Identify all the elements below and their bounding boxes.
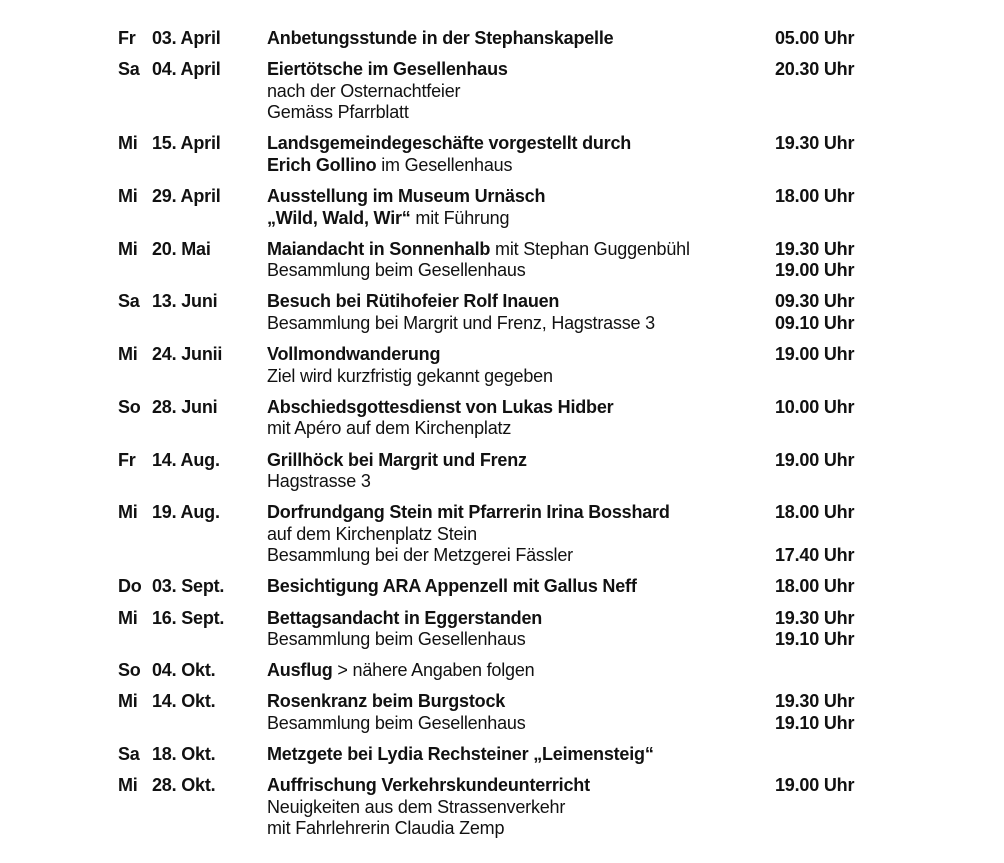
event-text-bold: Vollmondwanderung <box>267 344 441 365</box>
event-line <box>267 260 974 282</box>
event-line <box>267 608 974 630</box>
event-text-bold: Metzgete bei Lydia Rechsteiner „Leimensteig“ <box>267 744 654 765</box>
event-date <box>118 133 267 155</box>
event-description <box>267 576 775 598</box>
event-description <box>267 545 775 567</box>
event-line <box>267 291 974 313</box>
event-description <box>267 155 775 177</box>
event-weekday: Fr <box>118 449 136 470</box>
event-details <box>267 133 974 176</box>
event-description <box>267 797 775 819</box>
event-line <box>267 133 974 155</box>
event-details <box>267 608 974 651</box>
event-text: mit Führung <box>410 207 510 228</box>
event-description <box>267 691 775 713</box>
event-weekday: Do <box>118 576 142 597</box>
event-line <box>267 28 974 50</box>
event-line <box>267 418 974 440</box>
event-text-bold: Ausstellung im Museum Urnäsch <box>267 186 546 207</box>
event-date <box>118 660 267 682</box>
event-date <box>118 502 267 524</box>
event-line <box>267 208 974 230</box>
event-day: 29. April <box>152 186 221 207</box>
event-day: 14. Aug. <box>152 449 220 470</box>
event-line <box>267 524 974 546</box>
event-description <box>267 291 775 313</box>
event-details <box>267 691 974 734</box>
event-time: 19.30 Uhr <box>775 691 855 712</box>
event-weekday: Fr <box>118 28 136 48</box>
event-description <box>267 608 775 630</box>
event-line <box>267 450 974 472</box>
event-time: 19.30 Uhr <box>775 607 855 628</box>
event-time: 19.30 Uhr <box>775 238 855 259</box>
event-text-bold: Maiandacht in Sonnenhalb <box>267 238 491 259</box>
event-line <box>267 744 974 766</box>
event-weekday: Mi <box>118 691 138 712</box>
event-date <box>118 239 267 261</box>
event-row <box>118 397 974 440</box>
event-line <box>267 691 974 713</box>
event-day: 28. Okt. <box>152 775 216 796</box>
event-text-bold: Eiertötsche im Gesellenhaus <box>267 59 508 80</box>
event-day: 16. Sept. <box>152 607 225 628</box>
event-line <box>267 471 974 493</box>
event-text: Besammlung beim Gesellenhaus <box>267 260 526 281</box>
event-row <box>118 344 974 387</box>
event-weekday: Sa <box>118 291 140 312</box>
event-description <box>267 59 775 81</box>
event-date <box>118 28 267 50</box>
event-text: Gemäss Pfarrblatt <box>267 102 409 123</box>
event-time: 20.30 Uhr <box>775 59 855 80</box>
event-line <box>267 576 974 598</box>
event-description <box>267 102 775 124</box>
event-row <box>118 59 974 124</box>
event-details <box>267 28 974 50</box>
event-description <box>267 260 775 282</box>
event-day: 15. April <box>152 133 221 154</box>
event-day: 20. Mai <box>152 238 211 259</box>
event-time: 09.10 Uhr <box>775 313 855 334</box>
event-details <box>267 397 974 440</box>
event-weekday: Mi <box>118 133 138 154</box>
event-description <box>267 186 775 208</box>
event-weekday: Mi <box>118 775 138 796</box>
event-text: Besammlung bei Margrit und Frenz, Hagstrasse 3 <box>267 313 655 334</box>
event-row <box>118 660 974 682</box>
event-details <box>267 291 974 334</box>
event-description <box>267 502 775 524</box>
event-details <box>267 502 974 567</box>
event-details <box>267 775 974 840</box>
event-time: 19.00 Uhr <box>775 449 855 470</box>
event-text: nach der Osternachtfeier <box>267 80 461 101</box>
event-description <box>267 239 775 261</box>
event-date <box>118 59 267 81</box>
event-description <box>267 133 775 155</box>
event-time: 10.00 Uhr <box>775 396 855 417</box>
event-text-bold: Anbetungsstunde in der Stephanskapelle <box>267 28 614 48</box>
event-row <box>118 608 974 651</box>
event-date <box>118 344 267 366</box>
event-text-bold: Grillhöck bei Margrit und Frenz <box>267 449 527 470</box>
event-description <box>267 524 775 546</box>
event-text: Hagstrasse 3 <box>267 471 371 492</box>
event-time: 17.40 Uhr <box>775 545 855 566</box>
event-line <box>267 155 974 177</box>
event-line <box>267 797 974 819</box>
event-description <box>267 208 775 230</box>
event-day: 19. Aug. <box>152 502 220 523</box>
event-line <box>267 102 974 124</box>
event-time: 19.00 Uhr <box>775 775 855 796</box>
event-text-bold: Erich Gollino <box>267 154 377 175</box>
event-line <box>267 313 974 335</box>
event-line <box>267 344 974 366</box>
event-details <box>267 660 974 682</box>
event-weekday: Mi <box>118 502 138 523</box>
event-description <box>267 629 775 651</box>
event-line <box>267 660 974 682</box>
event-time: 18.00 Uhr <box>775 502 855 523</box>
event-day: 13. Juni <box>152 291 218 312</box>
event-time: 09.30 Uhr <box>775 291 855 312</box>
event-description <box>267 818 775 840</box>
event-text: mit Fahrlehrerin Claudia Zemp <box>267 818 505 839</box>
event-day: 24. Junii <box>152 344 223 365</box>
event-time: 05.00 Uhr <box>775 28 855 48</box>
event-row <box>118 133 974 176</box>
event-date <box>118 450 267 472</box>
event-time: 19.10 Uhr <box>775 629 855 650</box>
event-row <box>118 291 974 334</box>
event-line <box>267 397 974 419</box>
event-line <box>267 366 974 388</box>
event-day: 04. Okt. <box>152 660 216 681</box>
event-date <box>118 691 267 713</box>
event-text: Besammlung beim Gesellenhaus <box>267 712 526 733</box>
event-date <box>118 744 267 766</box>
event-weekday: Mi <box>118 186 138 207</box>
event-text-bold: Rosenkranz beim Burgstock <box>267 691 506 712</box>
event-description <box>267 775 775 797</box>
event-description <box>267 713 775 735</box>
event-description <box>267 81 775 103</box>
event-time: 18.00 Uhr <box>775 576 855 597</box>
event-date <box>118 397 267 419</box>
event-description <box>267 366 775 388</box>
event-text: im Gesellenhaus <box>376 154 513 175</box>
event-description <box>267 344 775 366</box>
event-description <box>267 660 775 682</box>
event-details <box>267 744 974 766</box>
event-time: 18.00 Uhr <box>775 186 855 207</box>
event-text: > nähere Angaben folgen <box>332 660 535 681</box>
event-row <box>118 691 974 734</box>
event-text: Besammlung bei der Metzgerei Fässler <box>267 545 573 566</box>
event-weekday: Sa <box>118 744 140 765</box>
event-text: auf dem Kirchenplatz Stein <box>267 523 477 544</box>
event-description <box>267 28 775 50</box>
event-day: 03. April <box>152 28 221 48</box>
event-date <box>118 608 267 630</box>
event-text-bold: „Wild, Wald, Wir“ <box>267 207 411 228</box>
event-list <box>118 28 974 840</box>
event-weekday: Mi <box>118 607 138 628</box>
event-text-bold: Dorfrundgang Stein mit Pfarrerin Irina Bosshard <box>267 502 670 523</box>
event-weekday: Mi <box>118 344 138 365</box>
event-text-bold: Besuch bei Rütihofeier Rolf Inauen <box>267 291 560 312</box>
event-day: 14. Okt. <box>152 691 216 712</box>
event-details <box>267 576 974 598</box>
event-row <box>118 450 974 493</box>
event-line <box>267 59 974 81</box>
event-weekday: Sa <box>118 59 140 80</box>
event-details <box>267 59 974 124</box>
event-day: 03. Sept. <box>152 576 225 597</box>
event-text-bold: Abschiedsgottesdienst von Lukas Hidber <box>267 396 614 417</box>
event-text: mit Stephan Guggenbühl <box>490 238 690 259</box>
event-text: Besammlung beim Gesellenhaus <box>267 629 526 650</box>
event-text-bold: Auffrischung Verkehrskundeunterricht <box>267 775 590 796</box>
event-line <box>267 713 974 735</box>
event-text-bold: Ausflug <box>267 660 333 681</box>
event-row <box>118 576 974 598</box>
event-line <box>267 629 974 651</box>
event-description <box>267 744 775 766</box>
event-date <box>118 291 267 313</box>
event-line <box>267 186 974 208</box>
event-day: 18. Okt. <box>152 744 216 765</box>
event-weekday: So <box>118 660 141 681</box>
event-day: 28. Juni <box>152 396 218 417</box>
event-line <box>267 545 974 567</box>
event-line <box>267 239 974 261</box>
event-details <box>267 344 974 387</box>
event-text: mit Apéro auf dem Kirchenplatz <box>267 418 512 439</box>
event-description <box>267 450 775 472</box>
event-line <box>267 502 974 524</box>
event-row <box>118 502 974 567</box>
event-row <box>118 28 974 50</box>
event-time: 19.30 Uhr <box>775 133 855 154</box>
event-time: 19.00 Uhr <box>775 260 855 281</box>
event-weekday: Mi <box>118 238 138 259</box>
event-description <box>267 397 775 419</box>
event-time: 19.10 Uhr <box>775 712 855 733</box>
event-row <box>118 744 974 766</box>
event-details <box>267 450 974 493</box>
event-day: 04. April <box>152 59 221 80</box>
event-description <box>267 471 775 493</box>
event-line <box>267 818 974 840</box>
event-text: Ziel wird kurzfristig gekannt gegeben <box>267 365 553 386</box>
event-date <box>118 775 267 797</box>
event-text: Neuigkeiten aus dem Strassenverkehr <box>267 796 566 817</box>
event-row <box>118 239 974 282</box>
event-details <box>267 239 974 282</box>
event-description <box>267 313 775 335</box>
event-date <box>118 186 267 208</box>
event-row <box>118 775 974 840</box>
event-weekday: So <box>118 396 141 417</box>
event-line <box>267 81 974 103</box>
event-line <box>267 775 974 797</box>
event-row <box>118 186 974 229</box>
event-text-bold: Besichtigung ARA Appenzell mit Gallus Neff <box>267 576 637 597</box>
event-text-bold: Landsgemeindegeschäfte vorgestellt durch <box>267 133 632 154</box>
event-description <box>267 418 775 440</box>
event-details <box>267 186 974 229</box>
event-text-bold: Bettagsandacht in Eggerstanden <box>267 607 543 628</box>
event-time: 19.00 Uhr <box>775 344 855 365</box>
event-date <box>118 576 267 598</box>
